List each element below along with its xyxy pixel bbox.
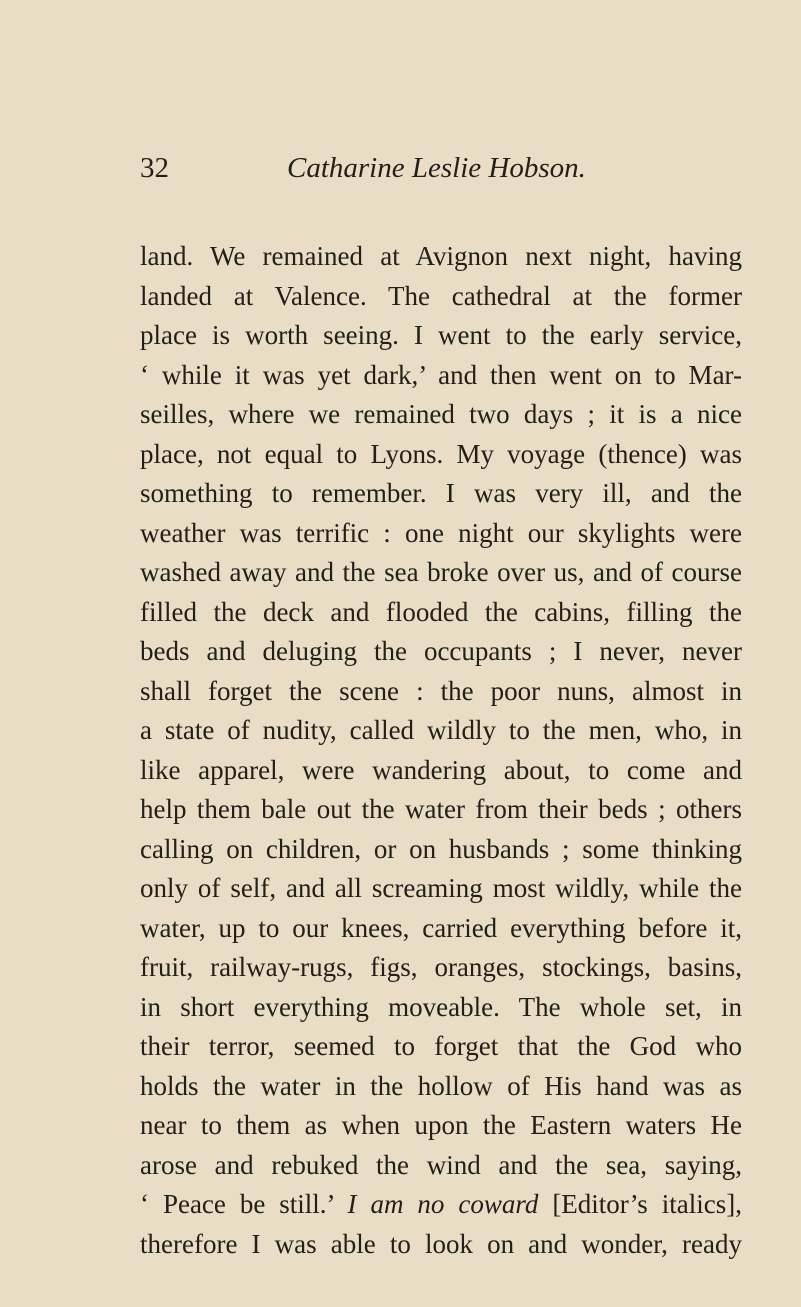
text-line: place, not equal to Lyons. My voyage (thence) was <box>140 438 742 469</box>
text-line: weather was terrific : one night our skylights were <box>140 517 742 548</box>
text-line: holds the water in the hollow of His hand was as <box>140 1070 742 1101</box>
text-line: ‘ while it was yet dark,’ and then went on to Mar- <box>140 359 742 390</box>
text-line: water, up to our knees, carried everything before it, <box>140 912 742 943</box>
text-line: help them bale out the water from their beds ; others <box>140 794 742 824</box>
text-segment: [Editor’s italics], <box>538 1189 742 1219</box>
text-line: beds and deluging the occupants ; I never, never <box>140 636 742 666</box>
text-line: arose and rebuked the wind and the sea, saying, <box>140 1149 742 1180</box>
text-line-with-italics <box>140 1185 742 1225</box>
text-line: only of self, and all screaming most wildly, while the <box>140 873 742 903</box>
text-line: a state of nudity, called wildly to the men, who, in <box>140 715 742 745</box>
italic-emphasis: I am no coward <box>347 1189 539 1219</box>
text-line: place is worth seeing. I went to the early service, <box>140 320 742 350</box>
text-line: their terror, seemed to forget that the God who <box>140 1031 742 1061</box>
text-line: washed away and the sea broke over us, and of course <box>140 557 742 587</box>
text-line: landed at Valence. The cathedral at the former <box>140 280 742 311</box>
text-line: therefore I was able to look on and wonder, ready <box>140 1228 742 1259</box>
text-line: in short everything moveable. The whole set, in <box>140 991 742 1022</box>
text-line: filled the deck and flooded the cabins, filling the <box>140 596 742 627</box>
page-number: 32 <box>140 152 169 184</box>
text-line: fruit, railway-rugs, figs, oranges, stockings, basins, <box>140 952 742 982</box>
text-line: near to them as when upon the Eastern waters He <box>140 1110 742 1140</box>
text-segment: ‘ Peace be still.’ <box>140 1189 348 1219</box>
text-line: like apparel, were wandering about, to come and <box>140 754 742 785</box>
text-line: something to remember. I was very ill, and the <box>140 478 742 508</box>
text-line: calling on children, or on husbands ; some thinking <box>140 833 742 864</box>
text-line: seilles, where we remained two days ; it is a nice <box>140 399 742 429</box>
text-line: shall forget the scene : the poor nuns, almost in <box>140 675 742 706</box>
running-title: Catharine Leslie Hobson. <box>287 152 586 184</box>
running-head <box>140 152 740 192</box>
text-line: land. We remained at Avignon next night, having <box>140 241 742 271</box>
body-text <box>140 237 742 1264</box>
